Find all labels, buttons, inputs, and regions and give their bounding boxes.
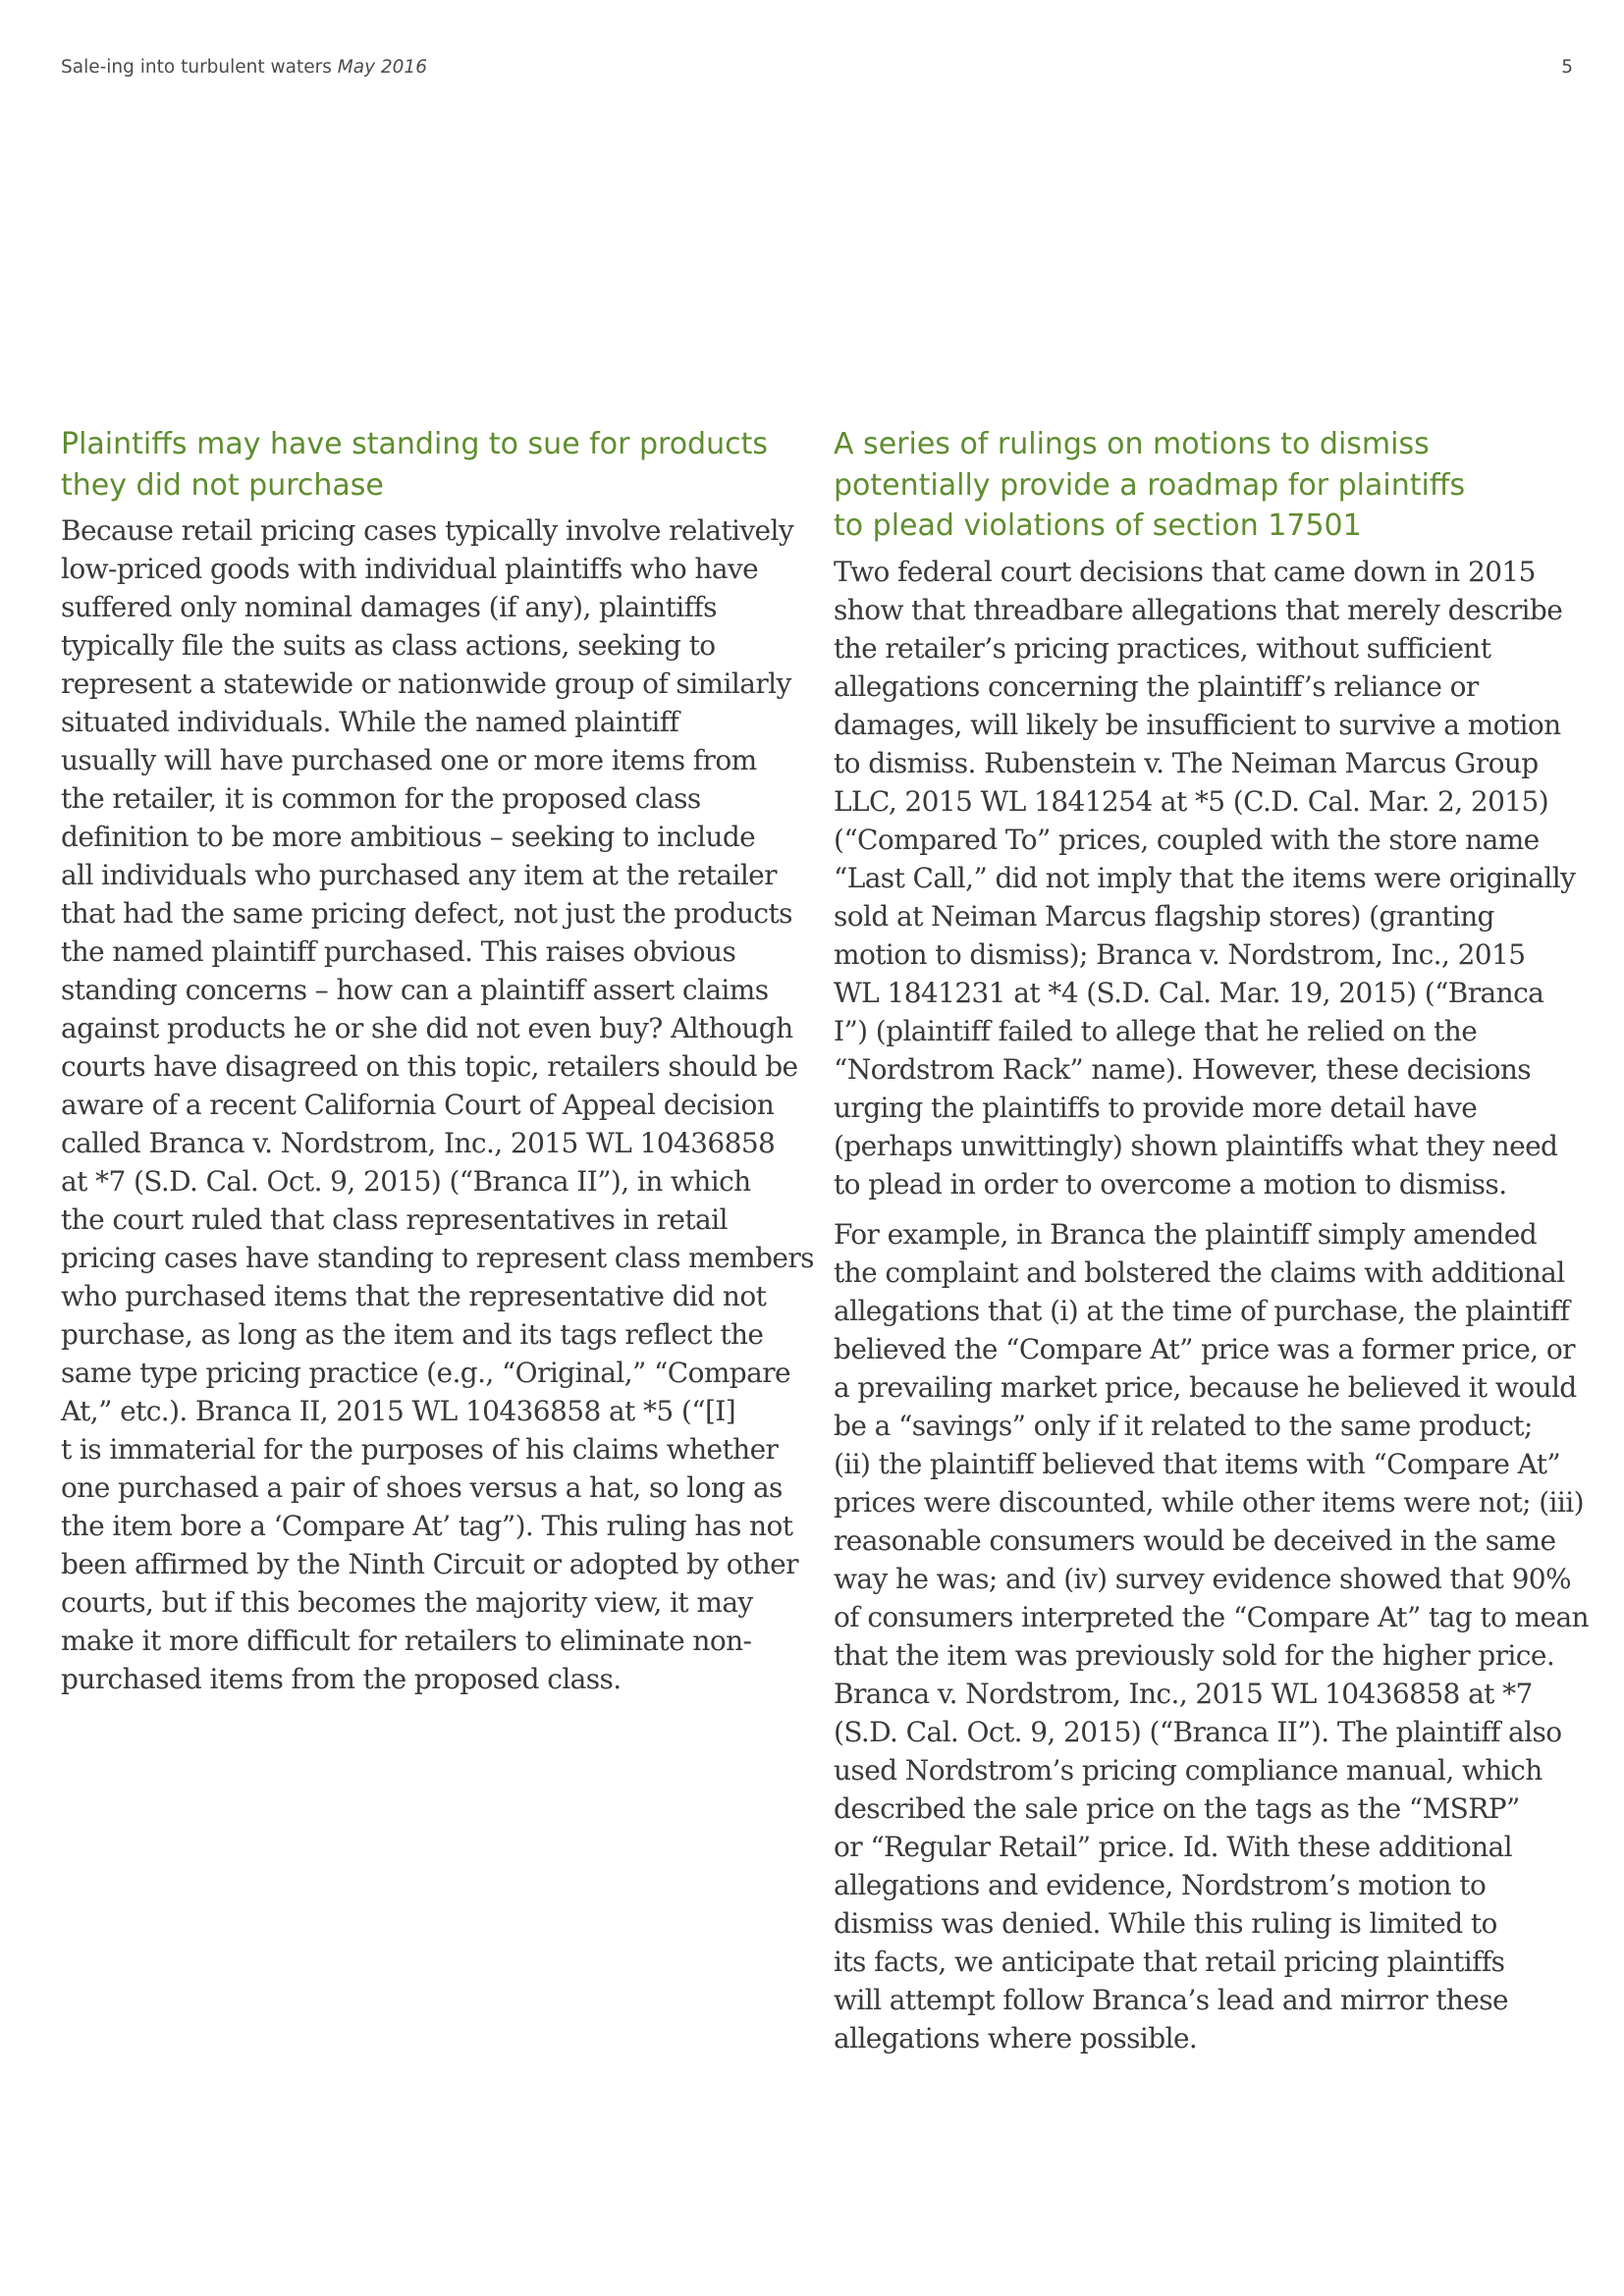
text-line: (“Compared To” prices, coupled with the store name bbox=[834, 823, 1540, 856]
text-line: been affirmed by the Ninth Circuit or adopted by other bbox=[61, 1548, 798, 1580]
text-line: or “Regular Retail” price. Id. With these additional bbox=[834, 1830, 1512, 1863]
text-line: motion to dismiss); Branca v. Nordstrom, Inc., 2015 bbox=[834, 937, 1526, 971]
text-line: to plead in order to overcome a motion to dismiss. bbox=[834, 1167, 1507, 1201]
text-line: situated individuals. While the named plaintiff bbox=[61, 706, 679, 738]
text-line: typically file the suits as class actions, seeking to bbox=[61, 629, 716, 662]
text-line: (perhaps unwittingly) shown plaintiffs what they need bbox=[834, 1129, 1558, 1162]
text-line: suffered only nominal damages (if any), plaintiffs bbox=[61, 591, 717, 623]
left-column bbox=[61, 424, 814, 1710]
text-line: described the sale price on the tags as the “MSRP” bbox=[834, 1791, 1520, 1825]
text-line: “Last Call,” did not imply that the items were originally bbox=[834, 861, 1576, 894]
text-line: will attempt follow Branca’s lead and mirror these bbox=[834, 1983, 1509, 2016]
text-line: that the item was previously sold for the higher price. bbox=[834, 1638, 1555, 1672]
section-heading bbox=[834, 424, 1580, 547]
text-line: the item bore a ‘Compare At’ tag”). This ruling has not bbox=[61, 1510, 793, 1542]
text-line: low-priced goods with individual plaintiffs who have bbox=[61, 553, 759, 585]
text-line: “Nordstrom Rack” name). However, these decisions bbox=[834, 1052, 1532, 1086]
text-line: the complaint and bolstered the claims with additional bbox=[834, 1255, 1565, 1289]
heading-line: Plaintiffs may have standing to sue for products bbox=[61, 427, 768, 461]
text-line: t is immaterial for the purposes of his claims whether bbox=[61, 1433, 779, 1466]
text-line: Branca v. Nordstrom, Inc., 2015 WL 10436858 at *7 bbox=[834, 1677, 1533, 1710]
text-line: its facts, we anticipate that retail pricing plaintiffs bbox=[834, 1945, 1505, 1978]
text-line: WL 1841231 at *4 (S.D. Cal. Mar. 19, 2015) (“Branca bbox=[834, 976, 1544, 1009]
text-line: courts have disagreed on this topic, retailers should be bbox=[61, 1050, 798, 1083]
text-line: the named plaintiff purchased. This raises obvious bbox=[61, 935, 736, 968]
text-line: way he was; and (iv) survey evidence showed that 90% bbox=[834, 1562, 1572, 1595]
text-line: allegations and evidence, Nordstrom’s motion to bbox=[834, 1868, 1487, 1901]
text-line: believed the “Compare At” price was a former price, or bbox=[834, 1332, 1575, 1365]
text-line: to dismiss. Rubenstein v. The Neiman Marcus Group bbox=[834, 746, 1539, 779]
heading-line: they did not purchase bbox=[61, 467, 384, 503]
document-date: May 2016 bbox=[337, 57, 427, 78]
text-line: standing concerns – how can a plaintiff assert claims bbox=[61, 974, 769, 1006]
text-line: called Branca v. Nordstrom, Inc., 2015 WL 10436858 bbox=[61, 1127, 776, 1159]
text-line: prices were discounted, while other items were not; (iii) bbox=[834, 1485, 1584, 1519]
text-line: urging the plaintiffs to provide more detail have bbox=[834, 1091, 1478, 1124]
text-line: For example, in Branca the plaintiff simply amended bbox=[834, 1217, 1538, 1251]
text-line: represent a statewide or nationwide group of similarly bbox=[61, 667, 791, 700]
text-line: allegations where possible. bbox=[834, 2021, 1198, 2055]
text-line: LLC, 2015 WL 1841254 at *5 (C.D. Cal. Mar. 2, 2015) bbox=[834, 784, 1549, 818]
text-line: allegations that (i) at the time of purchase, the plaintiff bbox=[834, 1294, 1570, 1327]
text-line: I”) (plaintiff failed to allege that he relied on the bbox=[834, 1014, 1478, 1047]
text-line: (S.D. Cal. Oct. 9, 2015) (“Branca II”). The plaintiff also bbox=[834, 1715, 1562, 1748]
text-line: make it more difficult for retailers to eliminate non- bbox=[61, 1625, 752, 1657]
text-line: reasonable consumers would be deceived in the same bbox=[834, 1523, 1556, 1557]
document-title: Sale-ing into turbulent waters bbox=[61, 57, 332, 78]
text-line: aware of a recent California Court of Appeal decision bbox=[61, 1089, 775, 1121]
page-number: 5 bbox=[1561, 57, 1573, 78]
text-line: be a “savings” only if it related to the same product; bbox=[834, 1409, 1533, 1442]
text-line: the retailer’s pricing practices, without sufficient bbox=[834, 631, 1491, 665]
text-line: the court ruled that class representatives in retail bbox=[61, 1203, 728, 1236]
heading-line: A series of rulings on motions to dismiss bbox=[834, 427, 1430, 461]
body-paragraph bbox=[834, 553, 1580, 1203]
text-line: that had the same pricing defect, not just the products bbox=[61, 897, 792, 930]
text-line: (ii) the plaintiff believed that items with “Compare At” bbox=[834, 1447, 1561, 1480]
text-line: all individuals who purchased any item at the retailer bbox=[61, 859, 777, 891]
text-line: damages, will likely be insufficient to survive a motion bbox=[834, 708, 1561, 741]
text-line: against products he or she did not even buy? Although bbox=[61, 1012, 793, 1044]
text-line: purchased items from the proposed class. bbox=[61, 1663, 622, 1695]
text-line: purchase, as long as the item and its tags reflect the bbox=[61, 1318, 764, 1351]
text-line: dismiss was denied. While this ruling is limited to bbox=[834, 1906, 1497, 1940]
heading-line: to plead violations of section 17501 bbox=[834, 508, 1362, 543]
text-line: at *7 (S.D. Cal. Oct. 9, 2015) (“Branca II”), in which bbox=[61, 1165, 751, 1198]
section-heading bbox=[61, 424, 807, 506]
text-line: courts, but if this becomes the majority view, it may bbox=[61, 1586, 753, 1619]
text-line: Two federal court decisions that came down in 2015 bbox=[834, 555, 1536, 588]
text-line: At,” etc.). Branca II, 2015 WL 10436858 at *5 (“[I] bbox=[61, 1395, 736, 1427]
body-paragraph bbox=[61, 511, 814, 1698]
text-line: the retailer, it is common for the proposed class bbox=[61, 782, 701, 815]
heading-line: potentially provide a roadmap for plaintiffs bbox=[834, 467, 1466, 503]
text-line: Because retail pricing cases typically involve relatively bbox=[61, 514, 794, 547]
right-column bbox=[834, 424, 1589, 2069]
text-line: of consumers interpreted the “Compare At” tag to mean bbox=[834, 1600, 1589, 1633]
text-line: a prevailing market price, because he believed it would bbox=[834, 1370, 1577, 1404]
text-line: who purchased items that the representative did not bbox=[61, 1280, 767, 1312]
text-line: one purchased a pair of shoes versus a hat, so long as bbox=[61, 1471, 783, 1504]
text-line: usually will have purchased one or more items from bbox=[61, 744, 757, 776]
text-line: used Nordstrom’s pricing compliance manual, which bbox=[834, 1753, 1543, 1787]
text-line: sold at Neiman Marcus flagship stores) (granting bbox=[834, 899, 1494, 933]
text-line: allegations concerning the plaintiff’s reliance or bbox=[834, 669, 1479, 703]
text-line: definition to be more ambitious – seeking to include bbox=[61, 821, 756, 853]
text-line: same type pricing practice (e.g., “Original,” “Compare bbox=[61, 1357, 790, 1389]
page-header bbox=[61, 57, 1573, 78]
text-line: show that threadbare allegations that merely describe bbox=[834, 593, 1563, 626]
text-line: pricing cases have standing to represent class members bbox=[61, 1242, 814, 1274]
body-paragraph bbox=[834, 1215, 1589, 2057]
